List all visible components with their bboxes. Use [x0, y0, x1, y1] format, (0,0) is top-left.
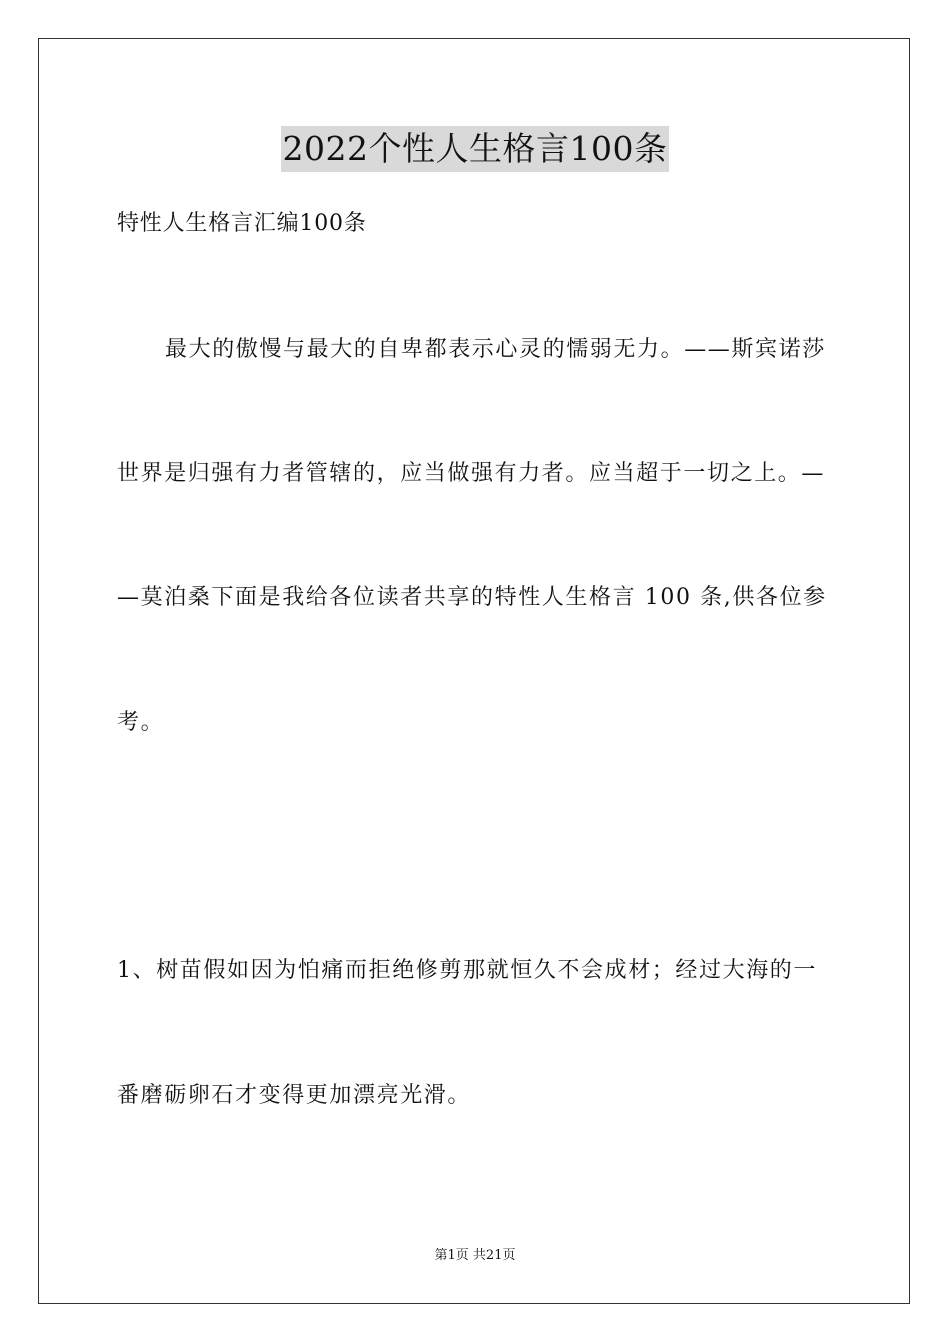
- document-title: 2022个性人生格言100条: [281, 126, 670, 172]
- page-footer: 第1页 共21页: [434, 1248, 516, 1263]
- paragraph-line-6: 番磨砺卵石才变得更加漂亮光滑。: [117, 1083, 472, 1108]
- title-container: [0, 126, 950, 172]
- paragraph-line-1: 最大的傲慢与最大的自卑都表示心灵的懦弱无力。——斯宾诺莎: [165, 337, 826, 362]
- paragraph-line-4: 考。: [117, 710, 165, 735]
- paragraph-line-2: 世界是归强有力者管辖的，应当做强有力者。应当超于一切之上。—: [117, 461, 826, 486]
- document-subtitle: 特性人生格言汇编100条: [117, 211, 367, 236]
- paragraph-line-5: 1、树苗假如因为怕痛而拒绝修剪那就恒久不会成材；经过大海的一: [117, 958, 817, 983]
- paragraph-line-3: —莫泊桑下面是我给各位读者共享的特性人生格言 100 条,供各位参: [117, 585, 827, 610]
